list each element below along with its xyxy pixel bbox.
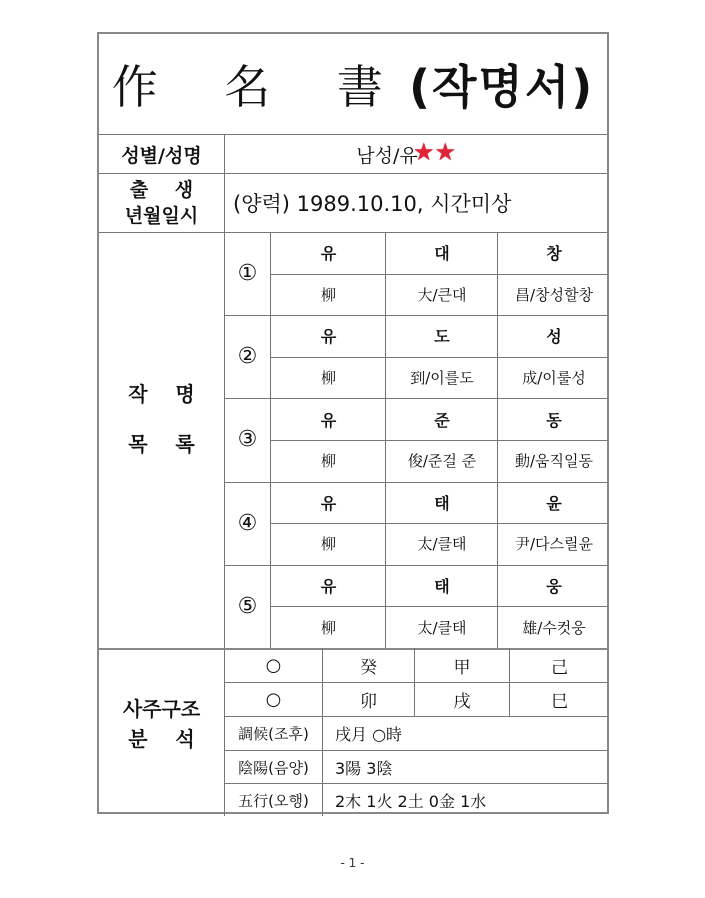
divider [270, 523, 609, 524]
entry-hanja: 柳 [320, 285, 336, 304]
birth-value: (양력) 1989.10.10, 시간미상 [233, 192, 512, 216]
star-icon: ★ [434, 138, 457, 166]
gender-name-label: 성별/성명 [121, 144, 202, 167]
entry-hanja: 到/이를도 [410, 369, 474, 388]
entry-hangul: 태 [434, 577, 450, 597]
star-icon: ★ [413, 138, 435, 166]
ohaeng-value: 2木 1火 2土 0金 1水 [335, 791, 487, 811]
birth-label-line2: 년월일시 [124, 205, 199, 227]
name-list-label-line1: 작 명 [128, 382, 195, 406]
page-title [99, 34, 607, 134]
gender-name-value: 남성/유 [356, 144, 418, 167]
saju-row2-cell: 卯 [360, 692, 377, 712]
entry-hanja: 動/움직일동 [514, 452, 593, 471]
entry-hanja: 太/클태 [417, 618, 467, 637]
entry-hangul: 유 [320, 577, 337, 597]
page-number: - 1 - [340, 856, 365, 870]
title-korean: (작명서) [408, 60, 595, 114]
divider [322, 716, 323, 816]
birth-label-line1: 출 생 [129, 179, 194, 201]
entry-hanja: 尹/다스릴윤 [514, 535, 593, 554]
eumyang-value: 3陽 3陰 [335, 758, 393, 778]
entry-number: ② [237, 344, 258, 370]
saju-row2-cell: ○ [265, 689, 282, 710]
entry-hanja: 成/이룰성 [522, 369, 586, 388]
johu-value: 戌月 ○時 [335, 725, 403, 744]
entry-hangul: 창 [546, 244, 562, 264]
entry-hanja: 柳 [320, 618, 336, 637]
entry-hanja: 大/큰대 [417, 285, 467, 304]
ohaeng-label: 五行(오행) [238, 791, 309, 810]
divider [270, 440, 609, 441]
entry-hangul: 웅 [546, 577, 562, 597]
saju-row2-cell: 戌 [453, 692, 471, 712]
redaction-stars [413, 140, 469, 166]
entry-hangul: 유 [320, 327, 337, 347]
document-frame [97, 32, 609, 814]
entry-hangul: 도 [434, 327, 450, 347]
entry-hanja: 雄/수컷웅 [522, 618, 586, 637]
entry-number: ⑤ [237, 593, 258, 619]
birth-label [99, 174, 224, 232]
name-list-label-line2: 목 록 [128, 432, 195, 456]
entry-hangul: 대 [434, 244, 450, 264]
entry-hangul: 유 [320, 493, 337, 513]
entry-hangul: 동 [546, 410, 562, 430]
entry-hangul: 태 [434, 493, 450, 513]
entry-hanja: 柳 [320, 369, 336, 388]
divider [270, 274, 609, 275]
entry-number: ④ [237, 510, 258, 536]
saju-label [99, 694, 224, 774]
entry-hanja: 太/클태 [417, 535, 467, 554]
entry-hangul: 준 [434, 410, 450, 430]
saju-label-line1: 사주구조 [122, 697, 201, 721]
entry-hanja: 柳 [320, 452, 336, 471]
eumyang-label: 陰陽(음양) [238, 758, 309, 777]
entry-hangul: 윤 [546, 493, 562, 513]
entry-hanja: 俊/준걸 준 [407, 452, 477, 471]
title-hanja: 作 名 書 [111, 60, 409, 114]
saju-label-line2: 분 석 [128, 727, 195, 751]
saju-row2-cell: 巳 [551, 692, 568, 712]
name-list-label [99, 374, 224, 494]
entry-hangul: 유 [320, 410, 337, 430]
entry-hanja: 柳 [320, 535, 336, 554]
entry-hangul: 유 [320, 244, 337, 264]
saju-row1-cell: 癸 [360, 658, 377, 678]
saju-row1-cell: 甲 [453, 658, 471, 678]
entry-number: ① [237, 261, 258, 287]
divider [270, 357, 609, 358]
johu-label: 調候(조후) [238, 725, 309, 743]
entry-hangul: 성 [546, 327, 562, 347]
saju-row1-cell: 己 [551, 658, 568, 678]
saju-row1-cell: ○ [265, 655, 282, 676]
entry-number: ③ [237, 427, 258, 453]
divider [270, 606, 609, 607]
entry-hanja: 昌/창성할창 [514, 285, 593, 304]
